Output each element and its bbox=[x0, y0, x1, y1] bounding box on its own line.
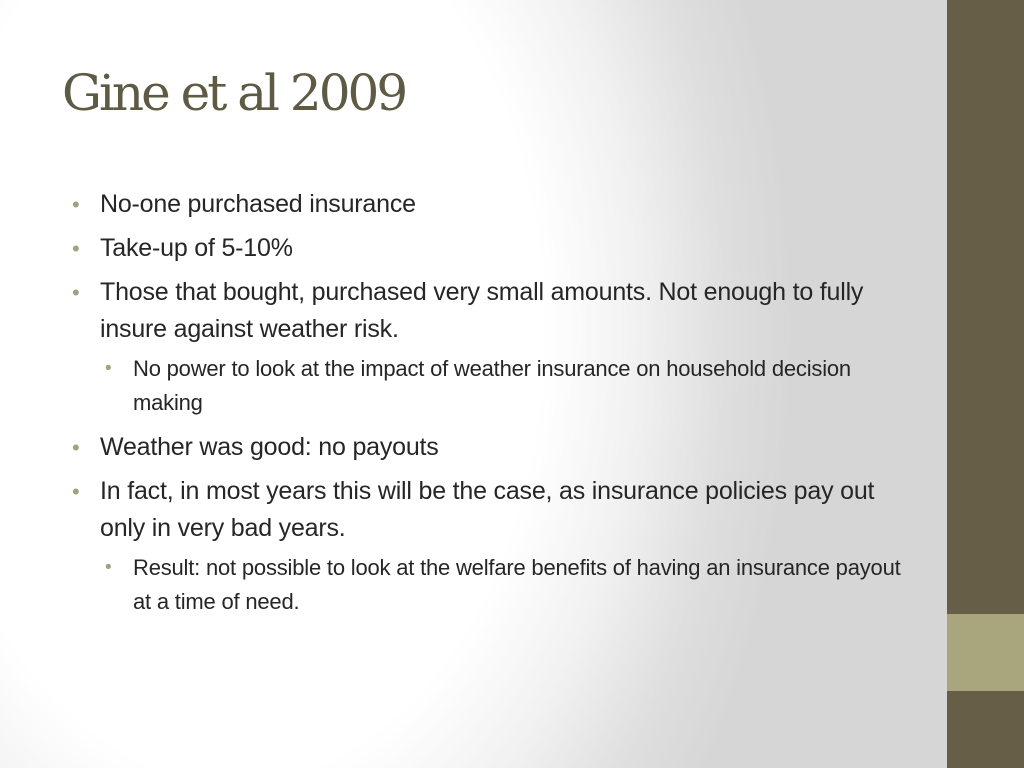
bullet-text: Weather was good: no payouts bbox=[100, 433, 439, 461]
slide-title: Gine et al 2009 bbox=[62, 64, 406, 122]
bullet-text: In fact, in most years this will be the case, as insurance policies pay out only in very bad years. bbox=[100, 477, 875, 542]
bullet-text: Those that bought, purchased very small amounts. Not enough to fully insure against weather risk. bbox=[100, 278, 864, 343]
bullet-icon: • bbox=[72, 435, 80, 460]
bullet-icon: • bbox=[72, 479, 80, 504]
bullet-item-take-up bbox=[72, 230, 902, 267]
bullet-icon: • bbox=[105, 557, 112, 578]
sub-bullet-item-result bbox=[105, 551, 902, 619]
sub-bullet-item-no-power bbox=[105, 352, 902, 420]
bullet-item-no-purchase bbox=[72, 186, 902, 223]
bullet-icon: • bbox=[72, 192, 80, 217]
right-accent-block bbox=[947, 614, 1024, 691]
bullet-item-good-weather bbox=[72, 429, 902, 466]
bullet-text: No power to look at the impact of weather insurance on household decision making bbox=[133, 356, 851, 415]
bullet-text: Result: not possible to look at the welfare benefits of having an insurance payout at a time of need. bbox=[133, 555, 901, 614]
bullet-item-small-amounts bbox=[72, 274, 902, 348]
bullet-list bbox=[72, 186, 902, 628]
bullet-text: No-one purchased insurance bbox=[100, 190, 416, 218]
bullet-icon: • bbox=[72, 236, 80, 261]
bullet-icon: • bbox=[105, 358, 112, 379]
bullet-text: Take-up of 5-10% bbox=[100, 234, 293, 262]
bullet-icon: • bbox=[72, 280, 80, 305]
bullet-item-most-years bbox=[72, 473, 902, 547]
